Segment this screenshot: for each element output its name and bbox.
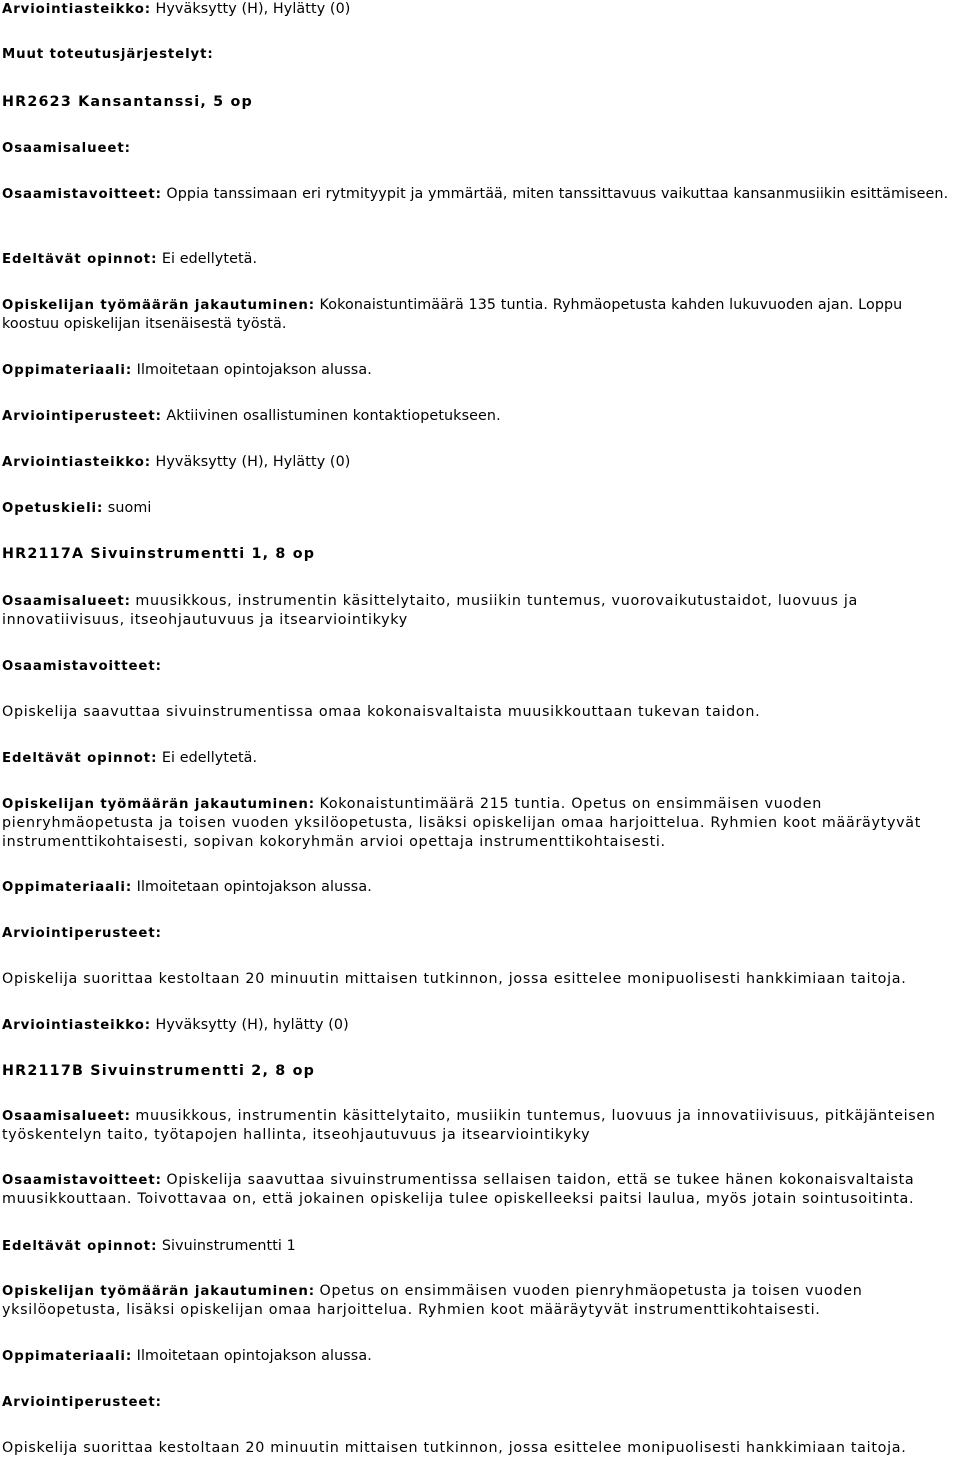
field-label: Arviointiasteikko: — [2, 1018, 151, 1033]
workload-field — [2, 795, 958, 852]
field-value: Ilmoitetaan opintojakson alussa. — [136, 362, 372, 378]
field-label: Osaamistavoitteet: — [2, 659, 162, 674]
field-value: Ei edellytetä. — [161, 251, 258, 267]
materials-field — [2, 361, 958, 380]
field-label: Edeltävät opinnot: — [2, 252, 158, 267]
field-label: Osaamisalueet: — [2, 594, 131, 609]
field-label: Opiskelijan työmäärän jakautuminen: — [2, 1284, 315, 1299]
field-label: Arviointiperusteet: — [2, 1395, 162, 1410]
field-label: Osaamisalueet: — [2, 141, 131, 156]
field-label: Opetuskieli: — [2, 501, 104, 516]
grading-scale-field — [2, 1016, 958, 1035]
field-label: Oppimateriaali: — [2, 880, 133, 895]
assessment-criteria-field — [2, 407, 958, 426]
learning-outcomes-field — [2, 1171, 958, 1209]
other-arrangements-heading — [2, 45, 958, 64]
field-label: Osaamisalueet: — [2, 1109, 131, 1124]
field-value: suomi — [107, 500, 152, 516]
prerequisites-field — [2, 1237, 958, 1256]
course-title: HR2117B Sivuinstrumentti 2, 8 op — [2, 1063, 316, 1079]
field-label: Arviointiperusteet: — [2, 926, 162, 941]
field-value: muusikkous, instrumentin käsittelytaito, musiikin tuntemus, luovuus ja innovatiivisuus, pitkäjänteisen työskentelyn taito, työtapojen hallinta, itseohjautuvuus ja itsearviointikyky — [2, 1108, 936, 1143]
course-title: HR2117A Sivuinstrumentti 1, 8 op — [2, 546, 316, 562]
field-value: Kokonaistuntimäärä 215 tuntia. Opetus on ensimmäisen vuoden pienryhmäopetusta ja toisen vuoden yksilöopetusta, lisäksi opiskelijan omaa harjoittelua. Ryhmien koot määräytyvät instrumenttikohtaisesti, sopivan kokoryhmän arvioi opettaja instrumenttikohtaisesti. — [2, 796, 922, 850]
field-value: Hyväksytty (H), hylätty (0) — [155, 1017, 349, 1033]
field-value: Kokonaistuntimäärä 135 tuntia. Ryhmäopetusta kahden lukuvuoden ajan. Loppu koostuu opiskelijan itsenäisestä työstä. — [2, 297, 903, 332]
prerequisites-field — [2, 749, 958, 768]
body-paragraph: Opiskelija saavuttaa sivuinstrumentissa omaa kokonaisvaltaista muusikkouttaan tukevan taidon. — [2, 704, 761, 720]
field-label: Muut toteutusjärjestelyt: — [2, 47, 214, 62]
course-title: HR2623 Kansantanssi, 5 op — [2, 94, 253, 110]
field-label: Edeltävät opinnot: — [2, 1239, 158, 1254]
learning-outcomes-field — [2, 657, 958, 676]
field-label: Osaamistavoitteet: — [2, 187, 162, 202]
grading-scale-field — [2, 0, 958, 19]
competence-areas-field — [2, 1107, 958, 1145]
field-label: Arviointiasteikko: — [2, 455, 151, 470]
assessment-criteria-field — [2, 1393, 958, 1412]
prerequisites-field — [2, 250, 958, 269]
workload-field — [2, 296, 958, 334]
field-label: Oppimateriaali: — [2, 1349, 133, 1364]
body-paragraph: Opiskelija suorittaa kestoltaan 20 minuutin mittaisen tutkinnon, jossa esittelee monipuolisesti hankkimiaan taitoja. — [2, 971, 907, 987]
field-label: Opiskelijan työmäärän jakautuminen: — [2, 298, 315, 313]
field-value: Hyväksytty (H), Hylätty (0) — [155, 1, 351, 17]
grading-scale-field — [2, 453, 958, 472]
field-value: Hyväksytty (H), Hylätty (0) — [155, 454, 351, 470]
competence-areas-field — [2, 592, 958, 630]
field-value: Opiskelija saavuttaa sivuinstrumentissa sellaisen taidon, että se tukee hänen kokonaisvaltaista muusikkouttaan. Toivottavaa on, että jokainen opiskelija tulee opiskelleeksi paitsi laulua, myös jotain sointusoitinta. — [2, 1172, 915, 1207]
materials-field — [2, 1347, 958, 1366]
field-label: Osaamistavoitteet: — [2, 1173, 162, 1188]
workload-field — [2, 1282, 958, 1320]
field-label: Opiskelijan työmäärän jakautuminen: — [2, 797, 315, 812]
field-label: Oppimateriaali: — [2, 363, 133, 378]
field-value: Sivuinstrumentti 1 — [161, 1238, 296, 1254]
field-value: Aktiivinen osallistuminen kontaktiopetukseen. — [166, 408, 501, 424]
field-value: Ilmoitetaan opintojakson alussa. — [136, 879, 372, 895]
competence-areas-field — [2, 139, 958, 158]
field-label: Arviointiperusteet: — [2, 409, 162, 424]
teaching-language-field — [2, 499, 958, 518]
field-label: Arviointiasteikko: — [2, 2, 151, 17]
materials-field — [2, 878, 958, 897]
body-paragraph: Opiskelija suorittaa kestoltaan 20 minuutin mittaisen tutkinnon, jossa esittelee monipuolisesti hankkimiaan taitoja. — [2, 1440, 907, 1456]
field-value: muusikkous, instrumentin käsittelytaito, musiikin tuntemus, vuorovaikutustaidot, luovuus ja innovatiivisuus, itseohjautuvuus ja itsearviointikyky — [2, 593, 858, 628]
learning-outcomes-field — [2, 185, 958, 204]
field-value: Oppia tanssimaan eri rytmityypit ja ymmärtää, miten tanssittavuus vaikuttaa kansanmusiikin esittämiseen. — [166, 186, 949, 202]
assessment-criteria-field — [2, 924, 958, 943]
field-value: Ilmoitetaan opintojakson alussa. — [136, 1348, 372, 1364]
field-value: Opetus on ensimmäisen vuoden pienryhmäopetusta ja toisen vuoden yksilöopetusta, lisäksi opiskelijan omaa harjoittelua. Ryhmien koot määräytyvät instrumenttikohtaisesti. — [2, 1283, 863, 1318]
field-value: Ei edellytetä. — [161, 750, 258, 766]
field-label: Edeltävät opinnot: — [2, 751, 158, 766]
